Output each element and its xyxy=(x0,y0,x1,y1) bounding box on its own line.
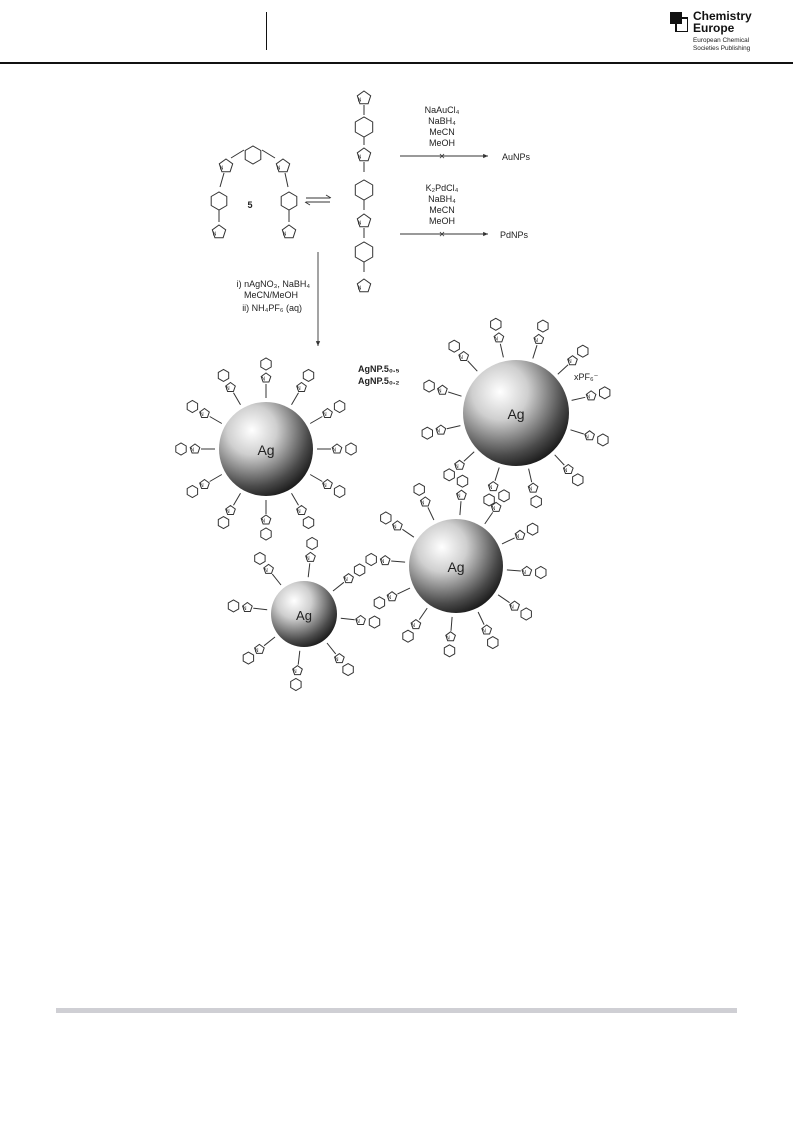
nitrogen-atom-label: N xyxy=(200,412,204,418)
gold-condition-1: NaAuCl₄ xyxy=(424,105,460,115)
benzene-ring xyxy=(536,567,546,579)
nanoparticle-label: Ag xyxy=(447,559,465,575)
palladium-condition-4: MeOH xyxy=(428,216,456,226)
benzene-ring xyxy=(303,369,313,381)
benzene-ring xyxy=(422,427,432,439)
palladium-condition-2: NaBH₄ xyxy=(428,194,456,204)
nitrogen-atom-label: N xyxy=(568,359,572,366)
gold-product-label: AuNPs xyxy=(502,152,531,162)
nitrogen-atom-label: N xyxy=(226,386,230,392)
benzene-ring xyxy=(381,512,391,524)
equilibrium-arrow xyxy=(305,195,331,205)
nitrogen-atom-label: N xyxy=(528,486,533,493)
benzene-ring xyxy=(255,552,265,564)
benzene-ring xyxy=(307,538,317,550)
bond xyxy=(262,150,275,158)
nitrogen-atom-label: N xyxy=(482,628,486,635)
palladium-condition-1: K₂PdCl₄ xyxy=(425,183,459,193)
benzene-ring xyxy=(578,345,588,357)
footer-rule xyxy=(56,1008,737,1013)
benzene-ring xyxy=(346,443,356,455)
gold-condition-3: MeCN xyxy=(429,127,455,137)
bond xyxy=(500,344,503,358)
nitrogen-atom-label: N xyxy=(261,518,266,525)
gold-condition-4: MeOH xyxy=(428,138,456,148)
benzene-ring xyxy=(600,387,610,399)
nanoparticle-label: Ag xyxy=(257,442,275,458)
benzene-ring xyxy=(218,517,228,529)
nitrogen-atom-label: N xyxy=(357,97,362,104)
nanoparticle-label: Ag xyxy=(296,608,312,623)
bond xyxy=(220,173,224,187)
nitrogen-atom-label: N xyxy=(242,606,247,612)
benzene-ring xyxy=(484,494,494,506)
nitrogen-atom-label: N xyxy=(226,509,230,515)
palladium-condition-3: MeCN xyxy=(429,205,455,215)
benzene-ring xyxy=(531,496,541,508)
bond xyxy=(231,150,244,158)
nitrogen-atom-label: N xyxy=(488,485,493,492)
gold-blocked-mark: ✕ xyxy=(438,152,446,161)
nitrogen-atom-label: N xyxy=(586,394,591,401)
benzene-ring xyxy=(527,523,537,535)
benzene-ring xyxy=(261,358,271,370)
compound-5-label: 5 xyxy=(247,200,253,210)
bond xyxy=(292,493,299,505)
bond xyxy=(285,173,288,187)
benzene-ring xyxy=(499,490,509,502)
bond xyxy=(310,417,322,424)
bond xyxy=(292,393,299,405)
benzene-ring xyxy=(176,443,186,455)
silver-condition-2: MeCN/MeOH xyxy=(243,290,298,300)
benzene-ring xyxy=(334,486,344,498)
bond xyxy=(533,345,537,358)
nitrogen-atom-label: N xyxy=(380,559,385,566)
bond xyxy=(571,430,584,434)
nitrogen-atom-label: N xyxy=(297,509,301,515)
silver-nanoparticle-1 xyxy=(219,402,313,496)
bond xyxy=(502,538,515,544)
benzene-ring xyxy=(573,474,583,486)
bond xyxy=(234,493,241,505)
bond xyxy=(333,582,344,591)
nitrogen-atom-label: N xyxy=(491,505,496,512)
bond xyxy=(253,608,267,610)
bond xyxy=(419,608,427,620)
silver-nanoparticle-4 xyxy=(271,581,337,647)
bond xyxy=(464,452,474,462)
nitrogen-atom-label: N xyxy=(332,447,337,454)
benzene-ring xyxy=(414,483,424,495)
benzene-ring xyxy=(281,192,297,210)
bond xyxy=(529,469,532,483)
nitrogen-atom-label: N xyxy=(455,463,459,470)
nitrogen-atom-label: N xyxy=(357,285,362,292)
benzene-ring xyxy=(521,608,531,620)
benzene-ring xyxy=(355,242,372,262)
bond xyxy=(558,365,568,375)
benzene-ring xyxy=(303,517,313,529)
nitrogen-atom-label: N xyxy=(297,386,301,392)
palladium-blocked-mark: ✕ xyxy=(438,230,446,239)
bond xyxy=(341,618,355,620)
bond xyxy=(451,617,452,631)
benzene-ring xyxy=(187,401,197,413)
benzene-ring xyxy=(444,645,454,657)
benzene-ring xyxy=(355,180,372,200)
nitrogen-atom-label: N xyxy=(437,388,442,395)
benzene-ring xyxy=(211,192,227,210)
benzene-ring xyxy=(366,554,376,566)
benzene-ring xyxy=(444,469,454,481)
nitrogen-atom-label: N xyxy=(510,604,514,611)
brand-line-1: Chemistry xyxy=(693,9,752,23)
bond xyxy=(391,561,405,562)
bond xyxy=(428,507,434,520)
benzene-ring xyxy=(354,564,364,576)
bond xyxy=(447,426,461,429)
bond xyxy=(327,643,336,654)
nitrogen-atom-label: N xyxy=(356,619,360,625)
brand-subline-2: Societies Publishing xyxy=(693,45,751,52)
nitrogen-atom-label: N xyxy=(459,355,463,361)
silver-nanoparticle-2 xyxy=(463,360,569,466)
bond xyxy=(402,529,414,537)
bond xyxy=(507,570,521,571)
nitrogen-atom-label: N xyxy=(200,483,204,489)
nitrogen-atom-label: N xyxy=(254,647,259,654)
counterion-label: xPF₆⁻ xyxy=(574,372,599,382)
nitrogen-atom-label: N xyxy=(306,555,310,562)
palladium-product-label: PdNPs xyxy=(500,230,529,240)
bond xyxy=(485,512,493,524)
benzene-ring xyxy=(491,318,501,330)
benzene-ring xyxy=(449,340,459,352)
nitrogen-atom-label: N xyxy=(522,569,526,576)
nitrogen-atom-label: N xyxy=(293,669,297,676)
nitrogen-atom-label: N xyxy=(212,231,217,238)
benzene-ring xyxy=(291,679,301,691)
bond xyxy=(210,417,222,424)
bond xyxy=(272,574,281,585)
benzene-ring xyxy=(218,369,228,381)
benzene-ring xyxy=(424,380,434,392)
nanoparticle-label: Ag xyxy=(507,406,525,422)
silver-condition-1: i) nAgNO₃, NaBH₄ xyxy=(236,279,310,289)
nitrogen-atom-label: N xyxy=(282,231,287,238)
benzene-ring xyxy=(369,616,379,628)
nitrogen-atom-label: N xyxy=(219,165,224,172)
product-label-2: AgNP.5₀.₂ xyxy=(358,376,400,386)
benzene-ring xyxy=(403,630,413,642)
nitrogen-atom-label: N xyxy=(323,483,327,489)
nitrogen-atom-label: N xyxy=(515,533,520,540)
benzene-ring xyxy=(374,597,384,609)
benzene-ring xyxy=(598,434,608,446)
benzene-ring xyxy=(261,528,271,540)
bond xyxy=(310,475,322,482)
nitrogen-atom-label: N xyxy=(420,500,425,507)
benzene-ring xyxy=(243,652,253,664)
nitrogen-atom-label: N xyxy=(585,434,589,441)
nitrogen-atom-label: N xyxy=(323,412,327,418)
nitrogen-atom-label: N xyxy=(276,165,281,172)
benzene-ring xyxy=(187,486,197,498)
nitrogen-atom-label: N xyxy=(357,220,362,227)
bond xyxy=(448,392,461,396)
bond xyxy=(468,361,478,371)
silver-condition-3: ii) NH₄PF₆ (aq) xyxy=(242,303,302,313)
nitrogen-atom-label: N xyxy=(387,595,392,602)
nitrogen-atom-label: N xyxy=(456,493,461,500)
gold-condition-2: NaBH₄ xyxy=(428,116,456,126)
brand-subline-1: European Chemical xyxy=(693,37,750,44)
bond xyxy=(555,455,565,465)
bond xyxy=(308,563,310,577)
product-label-1: AgNP.5₀.₅ xyxy=(358,364,400,374)
bond xyxy=(572,397,586,400)
nitrogen-atom-label: N xyxy=(344,577,348,584)
nitrogen-atom-label: N xyxy=(494,336,499,343)
bond xyxy=(210,475,222,482)
nitrogen-atom-label: N xyxy=(436,428,441,435)
nitrogen-atom-label: N xyxy=(411,623,416,630)
nitrogen-atom-label: N xyxy=(446,635,450,642)
benzene-ring xyxy=(228,600,238,612)
benzene-ring xyxy=(538,320,548,332)
benzene-ring xyxy=(355,117,372,137)
brand-line-2: Europe xyxy=(693,21,735,35)
nitrogen-atom-label: N xyxy=(264,567,268,574)
benzene-ring xyxy=(343,664,353,676)
bond xyxy=(298,651,300,665)
bond xyxy=(264,637,275,646)
benzene-ring xyxy=(245,146,261,164)
bond xyxy=(234,393,241,405)
nitrogen-atom-label: N xyxy=(534,337,538,344)
benzene-ring xyxy=(488,637,498,649)
nitrogen-atom-label: N xyxy=(357,154,362,161)
silver-nanoparticle-3 xyxy=(409,519,503,613)
bond xyxy=(498,595,510,603)
nitrogen-atom-label: N xyxy=(392,524,397,531)
bond xyxy=(495,468,499,481)
nitrogen-atom-label: N xyxy=(334,657,339,664)
benzene-ring xyxy=(457,475,467,487)
bond xyxy=(397,588,410,594)
nitrogen-atom-label: N xyxy=(261,376,266,383)
bond xyxy=(478,612,484,625)
bond xyxy=(460,501,461,515)
nitrogen-atom-label: N xyxy=(563,468,568,474)
benzene-ring xyxy=(334,401,344,413)
nitrogen-atom-label: N xyxy=(190,447,195,454)
